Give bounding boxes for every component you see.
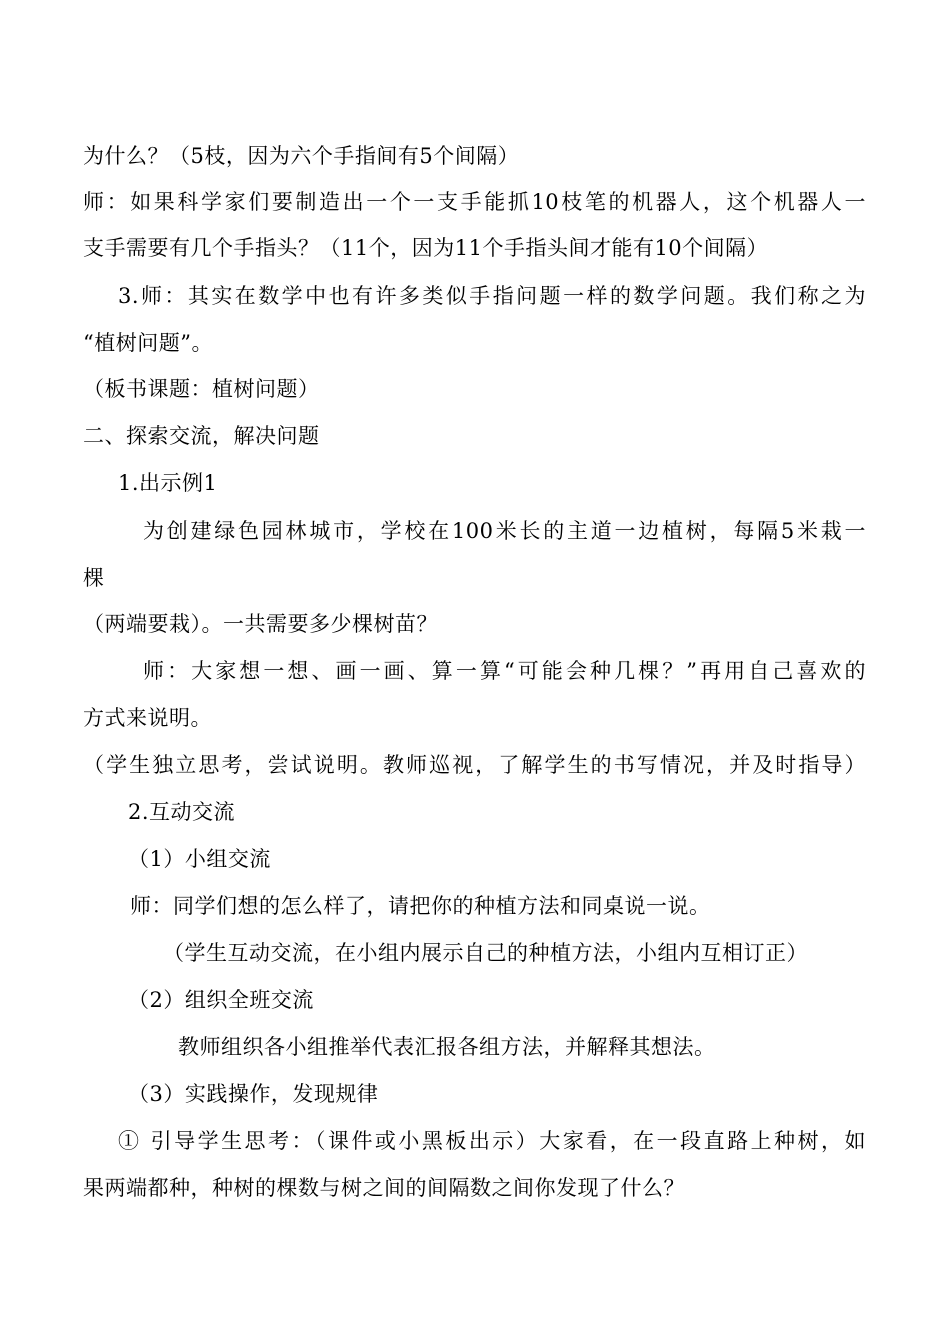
text-line-11: （两端要栽）。一共需要多少棵树苗？ [83,612,438,636]
text-line-18: （学生互动交流，在小组内展示自己的种植方法，小组内互相订正） [163,941,808,965]
text-line-10: 棵 [83,566,105,590]
text-line-6: （板书课题：植树问题） [83,377,320,401]
text-line-22: ① 引导学生思考：（课件或小黑板出示）大家看，在一段直路上种树，如 [118,1129,866,1153]
text-line-5: “植树问题”。 [83,331,213,355]
section-heading: 二、探索交流，解决问题 [83,424,320,448]
text-line-2: 师：如果科学家们要制造出一个一支手能抓10枝笔的机器人，这个机器人一 [83,190,866,214]
text-line-9: 为创建绿色园林城市，学校在100米长的主道一边植树，每隔5米栽一 [143,519,866,543]
text-line-16: （1）小组交流 [128,847,271,871]
text-line-23: 果两端都种，种树的棵数与树之间的间隔数之间你发现了什么？ [83,1176,685,1200]
text-line-12: 师：大家想一想、画一画、算一算“可能会种几棵？”再用自己喜欢的 [143,659,866,683]
text-line-14: （学生独立思考，尝试说明。教师巡视，了解学生的书写情况，并及时指导） [83,753,866,777]
text-line-4: 3.师：其实在数学中也有许多类似手指问题一样的数学问题。我们称之为 [118,284,866,308]
text-line-8: 1.出示例1 [118,471,218,495]
text-line-17: 师：同学们想的怎么样了，请把你的种植方法和同桌说一说。 [130,894,711,918]
text-line-15: 2.互动交流 [128,800,236,824]
text-line-19: （2）组织全班交流 [128,988,314,1012]
text-line-13: 方式来说明。 [83,706,212,730]
text-line-3: 支手需要有几个手指头？（11个，因为11个手指头间才能有10个间隔） [83,236,769,260]
text-line-1: 为什么？（5枝，因为六个手指间有5个间隔） [83,144,520,168]
text-line-21: （3）实践操作，发现规律 [128,1082,379,1106]
text-line-20: 教师组织各小组推举代表汇报各组方法，并解释其想法。 [178,1035,716,1059]
